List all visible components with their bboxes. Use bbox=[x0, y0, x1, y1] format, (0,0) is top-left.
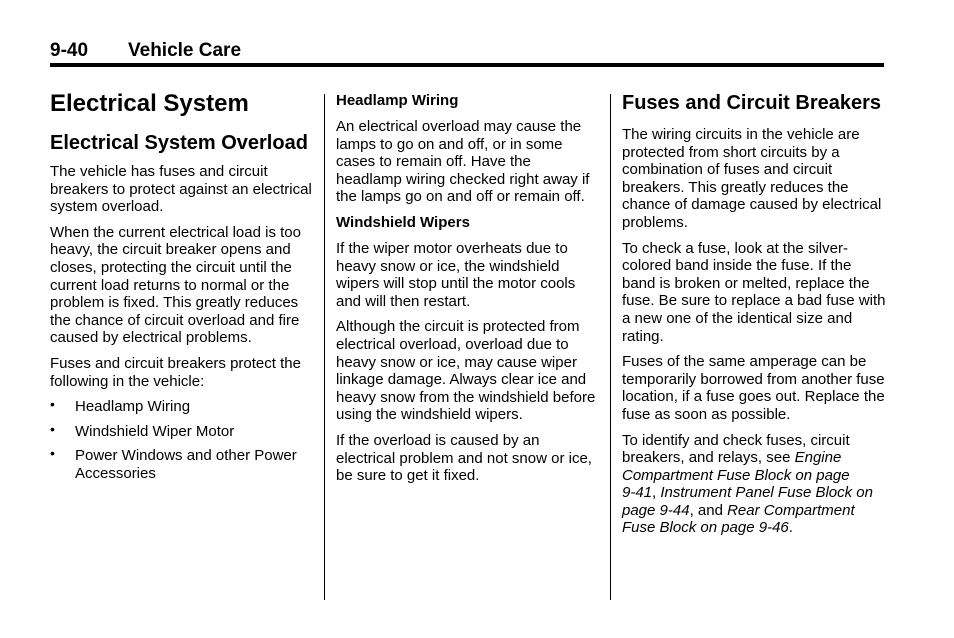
reference-link-engine-fuse-block[interactable]: Engine Compartment Fuse Block on page 9‑41 bbox=[622, 449, 850, 502]
list-item bbox=[50, 447, 315, 482]
column-middle bbox=[336, 92, 600, 493]
bullet-icon: • bbox=[50, 420, 55, 437]
column-right bbox=[622, 92, 886, 545]
bullet-icon: • bbox=[50, 396, 55, 413]
reference-link-rear-compartment-fuse-block[interactable]: Rear Compartment Fuse Block on page 9‑46 bbox=[622, 501, 855, 537]
paragraph: The vehicle has fuses and circuit breakers to protect against an electrical system overload. bbox=[50, 163, 312, 216]
header-rule bbox=[50, 63, 884, 67]
page-title: Electrical System bbox=[50, 90, 249, 117]
paragraph: Although the circuit is protected from electrical overload, overload due to heavy snow or ice, may cause wiper linkage damage. Always clear ice and heavy snow from the windshield before using the windshield wipers. bbox=[336, 318, 596, 424]
paragraph: Fuses and circuit breakers protect the following in the vehicle: bbox=[50, 354, 301, 390]
heading-headlamp-wiring: Headlamp Wiring bbox=[336, 92, 459, 109]
heading-windshield-wipers: Windshield Wipers bbox=[336, 213, 470, 231]
paragraph: An electrical overload may cause the lamps to go on and off, or in some cases to remain off. Have the headlamp wiring checked right away if the lamps go on and off or remain off. bbox=[336, 118, 590, 206]
section-heading-fuses: Fuses and Circuit Breakers bbox=[622, 92, 881, 114]
list-item-label: Headlamp Wiring bbox=[75, 398, 191, 416]
list-item-label: Power Windows and other Power Accessories bbox=[75, 447, 297, 482]
reference-end: . bbox=[788, 519, 793, 537]
list-item bbox=[50, 398, 315, 416]
reference-lead: To identify and check fuses, circuit breakers, and relays, see bbox=[622, 431, 850, 467]
column-divider-2 bbox=[610, 94, 611, 600]
list-item-label: Windshield Wiper Motor bbox=[75, 422, 235, 440]
bullet-list bbox=[50, 398, 315, 482]
reference-separator: , bbox=[652, 484, 661, 502]
paragraph: Fuses of the same amperage can be temporarily borrowed from another fuse location, if a fuse goes out. Replace the fuse as soon as possible. bbox=[622, 353, 885, 423]
page-number: 9-40 bbox=[50, 40, 89, 61]
paragraph: To check a fuse, look at the silver-colored band inside the fuse. If the band is broken or melted, replace the fuse. Be sure to replace a bad fuse with a new one of the identical size and rating. bbox=[622, 239, 886, 345]
paragraph: The wiring circuits in the vehicle are protected from short circuits by a combination of fuses and circuit breakers. This greatly reduces the chance of damage caused by electrical problems. bbox=[622, 126, 882, 231]
page-header bbox=[50, 40, 884, 64]
reference-link-instrument-panel-fuse-block[interactable]: Instrument Panel Fuse Block on page 9‑44 bbox=[622, 484, 873, 519]
paragraph: If the overload is caused by an electrical problem and not snow or ice, be sure to get it fixed. bbox=[336, 431, 592, 485]
column-left bbox=[50, 90, 315, 490]
column-divider-1 bbox=[324, 94, 325, 600]
paragraph: When the current electrical load is too heavy, the circuit breaker opens and closes, protecting the circuit until the current load returns to normal or the problem is fixed. This greatly reduces the chance of circuit overload and fire caused by electrical problems. bbox=[50, 223, 301, 347]
reference-separator: , and bbox=[689, 501, 728, 519]
bullet-icon: • bbox=[50, 445, 55, 462]
list-item bbox=[50, 420, 315, 441]
section-title: Vehicle Care bbox=[128, 40, 242, 61]
subsection-title: Electrical System Overload bbox=[50, 132, 308, 154]
paragraph-references bbox=[622, 432, 886, 538]
paragraph: If the wiper motor overheats due to heavy snow or ice, the windshield wipers will stop until the motor cools and will then restart. bbox=[336, 239, 576, 310]
